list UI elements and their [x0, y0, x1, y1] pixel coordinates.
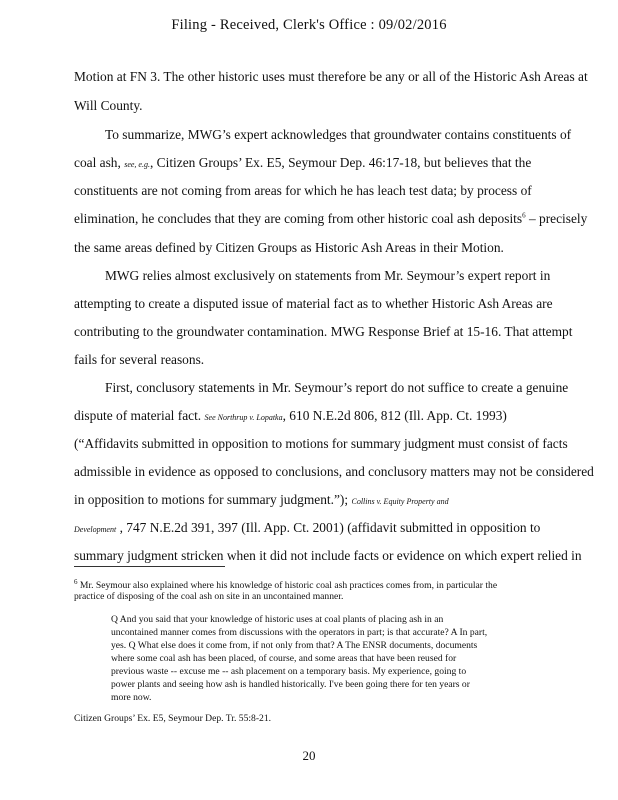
deposition-quote-line: previous waste -- excuse me -- ash placement on a temporary basis. My experience, going to [111, 666, 467, 677]
deposition-quote-line: yes. Q What else does it come from, if not only from that? A The ENSR documents, documents [111, 640, 478, 651]
deposition-quote-line: more now. [111, 692, 152, 703]
body-line: fails for several reasons. [74, 352, 205, 367]
citation-signal: see, e.g. [124, 160, 150, 169]
body-text: dispute of material fact. [74, 408, 202, 423]
footnote-citation: Citizen Groups’ Ex. E5, Seymour Dep. Tr. 55:8-21. [74, 713, 272, 724]
body-line: summary judgment stricken when it did not include facts or evidence on which expert relied in [74, 548, 582, 563]
body-line: admissible in evidence as opposed to conclusions, and conclusory matters may not be considered [74, 464, 594, 479]
body-line: (“Affidavits submitted in opposition to motions for summary judgment must consist of facts [74, 436, 568, 451]
body-text: elimination, he concludes that they are coming from other historic coal ash deposits [74, 211, 523, 226]
body-line: contributing to the groundwater contamination. MWG Response Brief at 15-16. That attempt [74, 324, 573, 339]
body-line: constituents are not coming from areas for which he has leach test data; by process of [74, 183, 532, 198]
body-line: attempting to create a disputed issue of material fact as to whether Historic Ash Areas are [74, 296, 553, 311]
body-text: coal ash, [74, 155, 121, 170]
filing-header: Filing - Received, Clerk's Office : 09/02/2016 [171, 17, 447, 33]
case-name: Development [74, 525, 117, 534]
body-line [74, 155, 531, 171]
body-line [74, 408, 507, 424]
body-text: – precisely [528, 211, 588, 226]
body-line: To summarize, MWG’s expert acknowledges that groundwater contains constituents of [105, 127, 572, 142]
deposition-quote-line: uncontained manner comes from discussions with the operators in part; is that accurate? A In part, [111, 627, 488, 638]
footnote-marker: 6 [74, 578, 78, 586]
body-text: , 747 N.E.2d 391, 397 (Ill. App. Ct. 2001) (affidavit submitted in opposition to [119, 520, 541, 535]
footnote-text: Mr. Seymour also explained where his knowledge of historic coal ash practices comes from, in particular the [77, 580, 498, 592]
body-line: the same areas defined by Citizen Groups as Historic Ash Areas in their Motion. [74, 240, 504, 255]
footnote-divider [74, 566, 225, 567]
body-line [74, 211, 587, 227]
body-line: Will County. [74, 98, 143, 113]
body-line: First, conclusory statements in Mr. Seymour’s report do not suffice to create a genuine [105, 380, 569, 395]
deposition-quote-line: power plants and seeing how ash is handled historically. I've been going there for ten years or [111, 679, 470, 690]
footnote-ref: 6 [522, 211, 526, 220]
deposition-quote-line: where some coal ash has been placed, of course, and some areas that have been reused for [111, 653, 457, 664]
case-name: Collins v. Equity Property and [351, 497, 449, 506]
body-text: , Citizen Groups’ Ex. E5, Seymour Dep. 46:17-18, but believes that the [149, 155, 532, 170]
body-line [74, 520, 540, 536]
case-name: See Northrup v. Lopatka [204, 413, 283, 422]
body-line: Motion at FN 3. The other historic uses must therefore be any or all of the Historic Ash Areas at [74, 69, 588, 84]
footnote-line: practice of disposing of the coal ash on site in an uncontained manner. [74, 591, 344, 602]
body-text: in opposition to motions for summary judgment.”); [74, 492, 349, 507]
body-line: MWG relies almost exclusively on statements from Mr. Seymour’s expert report in [105, 268, 551, 283]
page-number: 20 [302, 748, 316, 763]
body-text: , 610 N.E.2d 806, 812 (Ill. App. Ct. 1993) [282, 408, 507, 423]
footnote-line [74, 578, 497, 591]
deposition-quote-line: Q And you said that your knowledge of historic uses at coal plants of placing ash in an [111, 614, 444, 625]
body-line [74, 492, 449, 508]
